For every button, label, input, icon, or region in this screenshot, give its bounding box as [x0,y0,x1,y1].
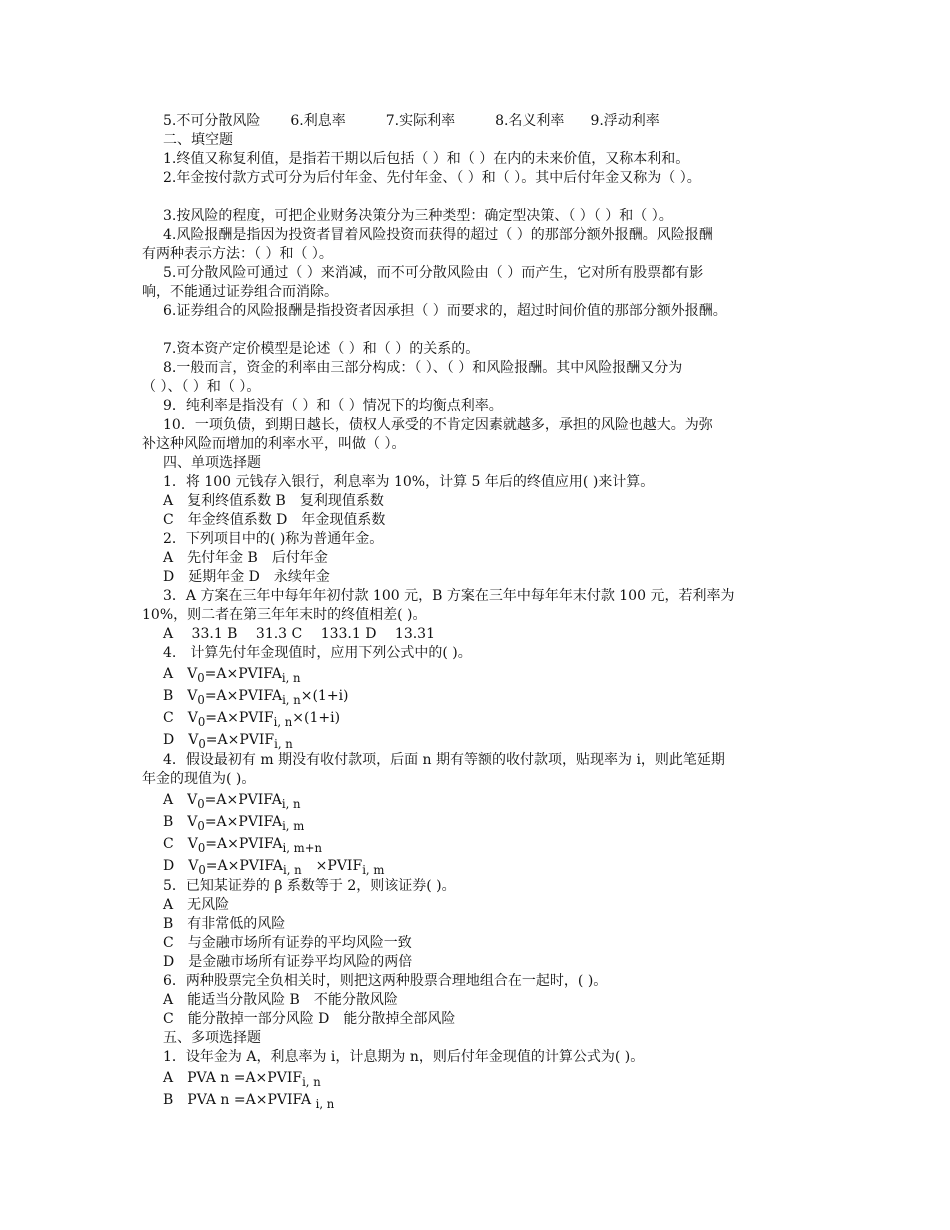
formula-option [142,789,822,811]
formula-part: A PVA n =A×PVIF [163,1070,303,1086]
formula-sub: 0 [197,670,205,685]
formula-part: =A×PVIF [205,732,275,748]
formula-part: B V [163,688,198,704]
formula-part: B PVA n =A×PVIFA [163,1092,316,1108]
formula-part: =A×PVIFA [204,814,283,830]
question-text: 1．设年金为 A，利息率为 i，计息期为 n，则后付年金现值的计算公式为( )。 [163,1049,645,1065]
question-text: 8.一般而言，资金的利率由三部分构成：（ ）、（ ）和风险报酬。其中风险报酬又分为 [163,360,683,376]
formula-sub: i, n [273,714,293,729]
question-text: 7.资本资产定价模型是论述（ ）和（ ）的关系的。 [163,341,480,357]
formula-part: =A×PVIFA [204,792,282,808]
formula-part: D V [163,732,199,748]
formula-option [142,729,822,751]
question-text: 4．假设最初有 m 期没有收付款项，后面 n 期有等额的收付款项，贴现率为 i，则此笔延期 [163,752,725,768]
option-line: B 有非常低的风险 [163,916,286,932]
question-text: 9．纯利率是指没有（ ）和（ ）情况下的均衡点利率。 [163,398,503,414]
formula-part: =A×PVIFA [204,688,283,704]
formula-part: ×PVIF [301,858,363,874]
formula-option [142,855,822,877]
formula-sub: 0 [198,862,206,877]
formula-sub: i, m+n [282,840,322,855]
formula-sub: 0 [197,840,206,855]
formula-part: =A×PVIFA [205,836,283,852]
option-line: A 无风险 [163,897,230,913]
question-text: 10%，则二者在第三年年末时的终值相差( )。 [142,607,427,623]
question-text: 年金的现值为( )。 [142,771,256,787]
term-item: 5.不可分散风险 [163,113,261,129]
option-line: A 复利终值系数 B 复利现值系数 [163,493,384,509]
formula-option [142,811,822,833]
question-text: 响，不能通过证券组合而消除。 [142,284,338,300]
formula-option [142,685,822,707]
question-text: 5．已知某证券的 β 系数等于 2，则该证券( )。 [163,878,456,894]
question-text: 6.证券组合的风险报酬是指投资者因承担（ ）而要求的，超过时间价值的那部分额外报酬。 [163,303,727,319]
question-text: 4.风险报酬是指因为投资者冒着风险投资而获得的超过（ ）的那部分额外报酬。风险报酬 [163,227,713,243]
section-heading-fill-in: 二、填空题 [163,132,233,148]
formula-sub: i, n [282,692,301,707]
formula-sub: i, n [302,1074,321,1089]
formula-sub: 0 [197,818,205,833]
formula-sub: 0 [197,796,205,811]
formula-part: A V [163,792,198,808]
formula-sub: 0 [197,714,206,729]
section-heading-multi-choice: 五、多项选择题 [163,1030,261,1046]
term-list [142,112,822,131]
question-text: 10．一项负债，到期日越长，债权人承受的不肯定因素就越多，承担的风险也越大。为弥 [163,417,713,433]
formula-sub: i, n [274,736,293,751]
option-line: C 能分散掉一部分风险 D 能分散掉全部风险 [163,1011,456,1027]
formula-part: =A×PVIFA [204,666,282,682]
question-text: 6．两种股票完全负相关时，则把这两种股票合理地组合在一起时，( )。 [163,973,608,989]
formula-option [142,833,822,855]
question-text: 2.年金按付款方式可分为后付年金、先付年金、（ ）和（ ）。其中后付年金又称为（ ）。 [163,170,701,186]
formula-part: D V [163,858,199,874]
question-text: 有两种表示方法：（ ）和（ ）。 [142,246,333,262]
formula-sub: 0 [197,692,205,707]
term-item: 8.名义利率 [495,113,565,129]
option-line: A 能适当分散风险 B 不能分散风险 [163,992,398,1008]
document-page [142,112,822,1111]
term-item: 9.浮动利率 [590,113,660,129]
question-text: 补这种风险而增加的利率水平，叫做（ ）。 [142,436,406,452]
formula-option [142,1067,822,1089]
option-line: C 年金终值系数 D 年金现值系数 [163,512,386,528]
formula-sub: 0 [198,736,206,751]
formula-sub: i, n [315,1096,335,1111]
formula-part: ×(1+i) [300,688,349,704]
option-line: A 先付年金 B 后付年金 [163,550,328,566]
option-line: D 延期年金 D 永续年金 [163,569,330,585]
formula-part: A V [163,666,198,682]
option-line: C 与金融市场所有证券的平均风险一致 [163,935,412,951]
question-text: 5.可分散风险可通过（ ）来消减，而不可分散风险由（ ）而产生，它对所有股票都有影 [163,265,704,281]
question-text: 3.按风险的程度，可把企业财务决策分为三种类型：确定型决策、（ ）（ ）和（ ）。 [163,208,673,224]
formula-sub: i, n [283,862,302,877]
formula-part: ×(1+i) [292,710,341,726]
formula-part: =A×PVIFA [205,858,284,874]
term-item: 7.实际利率 [385,113,456,129]
question-text: 1．将 100 元钱存入银行，利息率为 10%，计算 5 年后的终值应用( )来计算。 [163,474,655,490]
question-text: 2．下列项目中的( )称为普通年金。 [163,531,384,547]
formula-option [142,707,822,729]
question-text: （ ）、（ ）和（ ）。 [142,379,261,395]
formula-part: B V [163,814,198,830]
question-text: 4. 计算先付年金现值时，应用下列公式中的( )。 [163,645,472,661]
formula-option [142,1089,822,1111]
formula-part: C V [163,710,198,726]
formula-sub: i, m [362,862,385,877]
option-line: A 33.1 B 31.3 C 133.1 D 13.31 [163,626,435,642]
term-item: 6.利息率 [290,113,346,129]
option-line: D 是金融市场所有证券平均风险的两倍 [163,954,413,970]
question-text: 1.终值又称复利值，是指若干期以后包括（ ）和（ ）在内的未来价值，又称本利和。 [163,151,690,167]
formula-sub: i, m [282,818,305,833]
section-heading-single-choice: 四、单项选择题 [163,455,261,471]
formula-part: =A×PVIF [205,710,274,726]
formula-sub: i, n [281,670,301,685]
question-text: 3．A 方案在三年中每年年初付款 100 元，B 方案在三年中每年年末付款 100 元，若利率为 [163,588,735,604]
formula-part: C V [163,836,198,852]
formula-sub: i, n [281,796,301,811]
formula-option [142,663,822,685]
